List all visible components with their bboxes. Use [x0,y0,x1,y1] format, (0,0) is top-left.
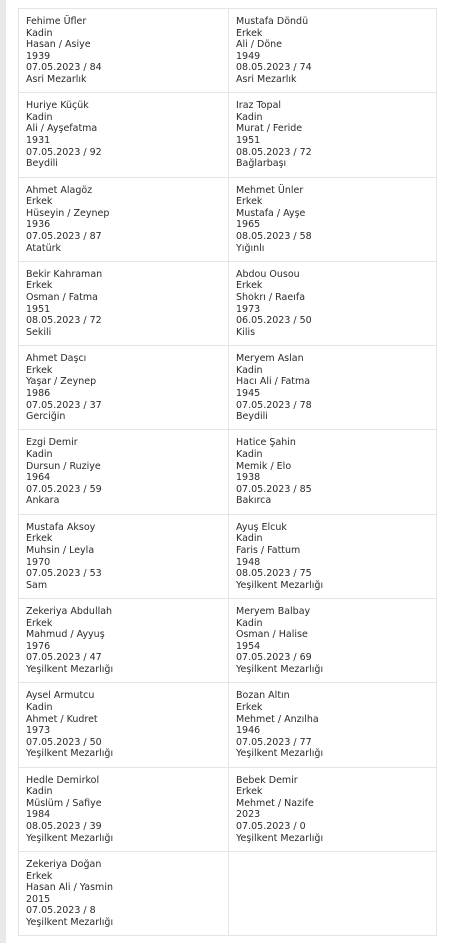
death-date-age: 07.05.2023 / 77 [236,736,312,748]
parents-names: Osman / Halise [236,629,308,641]
cemetery-name: Yeşilkent Mezarlığı [26,664,114,676]
gender-text: Erkek [26,870,53,882]
death-date-age: 07.05.2023 / 8 [26,905,96,917]
death-date-age: 07.05.2023 / 37 [26,399,102,411]
record-cell [19,768,229,852]
parents-names: Ali / Ayşefatma [26,123,98,135]
parents-names: Dursun / Ruziye [26,460,101,472]
record-cell [229,515,437,599]
person-name: Hedle Demirkol [26,774,100,786]
death-date-age: 07.05.2023 / 50 [26,736,102,748]
gender-text: Kadin [236,533,263,545]
birth-year: 1939 [26,50,51,62]
death-date-age: 08.05.2023 / 72 [236,146,312,158]
parents-names: Yaşar / Zeynep [26,376,97,388]
birth-year: 1948 [236,556,261,568]
birth-year: 1973 [26,725,51,737]
record-cell [229,683,437,767]
parents-names: Mehmet / Anzılha [236,713,319,725]
gender-text: Erkek [26,617,53,629]
person-name: Bekir Kahraman [26,268,103,280]
birth-year: 1970 [26,556,51,568]
cemetery-name: Yeşilkent Mezarlığı [236,664,324,676]
parents-names: Muhsin / Leyla [26,544,95,556]
gender-text: Erkek [26,533,53,545]
parents-names: Murat / Feride [236,123,303,135]
gender-text: Erkek [236,27,263,39]
gender-text: Erkek [26,196,53,208]
record-cell [19,683,229,767]
parents-names: Osman / Fatma [26,292,98,304]
death-date-age: 08.05.2023 / 72 [26,315,102,327]
person-name: Huriye Küçük [26,100,89,112]
birth-year: 1936 [26,219,51,231]
record-cell [229,430,437,514]
birth-year: 1951 [236,135,261,147]
birth-year: 1973 [236,303,261,315]
gender-text: Erkek [236,701,263,713]
birth-year: 1964 [26,472,51,484]
birth-year: 1949 [236,50,261,62]
parents-names: Hasan / Asiye [26,39,91,51]
person-name: Bozan Altın [236,690,290,702]
cemetery-name: Yeşilkent Mezarlığı [236,748,324,760]
birth-year: 1931 [26,135,51,147]
person-name: Mehmet Ünler [236,184,304,196]
gender-text: Kadin [26,449,53,461]
person-name: Mustafa Aksoy [26,521,96,533]
record-cell [19,262,229,346]
birth-year: 1945 [236,387,261,399]
cemetery-name: Yeşilkent Mezarlığı [236,579,324,591]
record-cell [229,9,437,93]
death-date-age: 07.05.2023 / 78 [236,399,312,411]
gender-text: Kadin [26,111,53,123]
record-cell [19,430,229,514]
gender-text: Kadin [26,786,53,798]
record-cell [19,93,229,177]
cemetery-name: Yığınlı [236,242,265,254]
parents-names: Ali / Döne [236,39,283,51]
parents-names: Memik / Elo [236,460,292,472]
cemetery-name: Bağlarbaşı [236,158,287,170]
cemetery-name: Atatürk [26,242,62,254]
record-cell [229,93,437,177]
gender-text: Erkek [236,280,263,292]
person-name: Zekeriya Abdullah [26,606,113,618]
record-cell [19,178,229,262]
parents-names: Shokrı / Raeıfa [236,292,306,304]
parents-names: Müslüm / Safiye [26,797,102,809]
parents-names: Hasan Ali / Yasmin [26,882,113,894]
death-date-age: 08.05.2023 / 39 [26,821,102,833]
gender-text: Kadin [236,617,263,629]
death-date-age: 07.05.2023 / 87 [26,230,102,242]
birth-year: 1938 [236,472,261,484]
gender-text: Erkek [26,280,53,292]
person-name: Ayuş Elcuk [236,521,287,533]
death-date-age: 07.05.2023 / 92 [26,146,102,158]
gender-text: Kadin [26,701,53,713]
parents-names: Mahmud / Ayyuş [26,629,105,641]
cemetery-name: Asri Mezarlık [26,73,87,85]
death-date-age: 07.05.2023 / 85 [236,483,312,495]
parents-names: Hacı Ali / Fatma [236,376,311,388]
parents-names: Mehmet / Nazife [236,797,314,809]
person-name: Meryem Balbay [236,606,311,618]
death-date-age: 07.05.2023 / 84 [26,62,102,74]
left-sidebar-strip [0,0,6,943]
person-name: Bebek Demir [236,774,298,786]
cemetery-name: Kilis [236,326,256,338]
person-name: Iraz Topal [236,100,282,112]
cemetery-name: Sam [26,579,48,591]
death-date-age: 07.05.2023 / 0 [236,821,306,833]
birth-year: 1954 [236,640,261,652]
cemetery-name: Yeşilkent Mezarlığı [26,832,114,844]
record-cell [229,178,437,262]
cemetery-name: Yeşilkent Mezarlığı [26,916,114,928]
death-date-age: 06.05.2023 / 50 [236,315,312,327]
record-cell [19,346,229,430]
gender-text: Erkek [26,364,53,376]
record-cell [19,9,229,93]
person-name: Zekeriya Doğan [26,858,102,870]
gender-text: Kadin [236,449,263,461]
death-date-age: 07.05.2023 / 69 [236,652,312,664]
cemetery-name: Yeşilkent Mezarlığı [26,748,114,760]
cemetery-name: Bakırca [236,495,272,507]
record-cell [19,852,229,936]
parents-names: Hüseyin / Zeynep [26,207,110,219]
records-table [18,8,437,936]
person-name: Ezgi Demir [26,437,78,449]
person-name: Hatice Şahin [236,437,296,449]
record-cell [229,599,437,683]
cemetery-name: Asri Mezarlık [236,73,297,85]
parents-names: Mustafa / Ayşe [236,207,306,219]
birth-year: 1984 [26,809,51,821]
gender-text: Kadin [236,364,263,376]
person-name: Abdou Ousou [236,268,300,280]
death-date-age: 08.05.2023 / 58 [236,230,312,242]
cemetery-name: Ankara [26,495,60,507]
cemetery-name: Yeşilkent Mezarlığı [236,832,324,844]
record-cell [19,599,229,683]
parents-names: Faris / Fattum [236,544,301,556]
birth-year: 2023 [236,809,261,821]
birth-year: 1951 [26,303,51,315]
death-date-age: 08.05.2023 / 74 [236,62,312,74]
record-cell [229,262,437,346]
record-cell [19,515,229,599]
birth-year: 1976 [26,640,51,652]
death-date-age: 08.05.2023 / 75 [236,568,312,580]
birth-year: 1965 [236,219,261,231]
person-name: Mustafa Döndü [236,16,309,27]
death-date-age: 07.05.2023 / 59 [26,483,102,495]
record-cell [229,768,437,852]
cemetery-name: Sekili [26,326,52,338]
cemetery-name: Beydili [26,158,58,170]
cemetery-name: Gerciğin [26,411,66,423]
gender-text: Kadin [236,111,263,123]
empty-cell [229,852,437,936]
cemetery-name: Beydili [236,411,268,423]
person-name: Aysel Armutcu [26,690,95,702]
birth-year: 1986 [26,387,51,399]
parents-names: Ahmet / Kudret [26,713,98,725]
birth-year: 2015 [26,893,51,905]
death-date-age: 07.05.2023 / 47 [26,652,102,664]
gender-text: Erkek [236,196,263,208]
record-cell [229,346,437,430]
gender-text: Erkek [236,786,263,798]
person-name: Ahmet Alagöz [26,184,93,196]
death-date-age: 07.05.2023 / 53 [26,568,102,580]
person-name: Fehime Üfler [26,16,87,27]
birth-year: 1946 [236,725,261,737]
gender-text: Kadin [26,27,53,39]
person-name: Meryem Aslan [236,353,304,365]
person-name: Ahmet Daşcı [26,353,87,365]
